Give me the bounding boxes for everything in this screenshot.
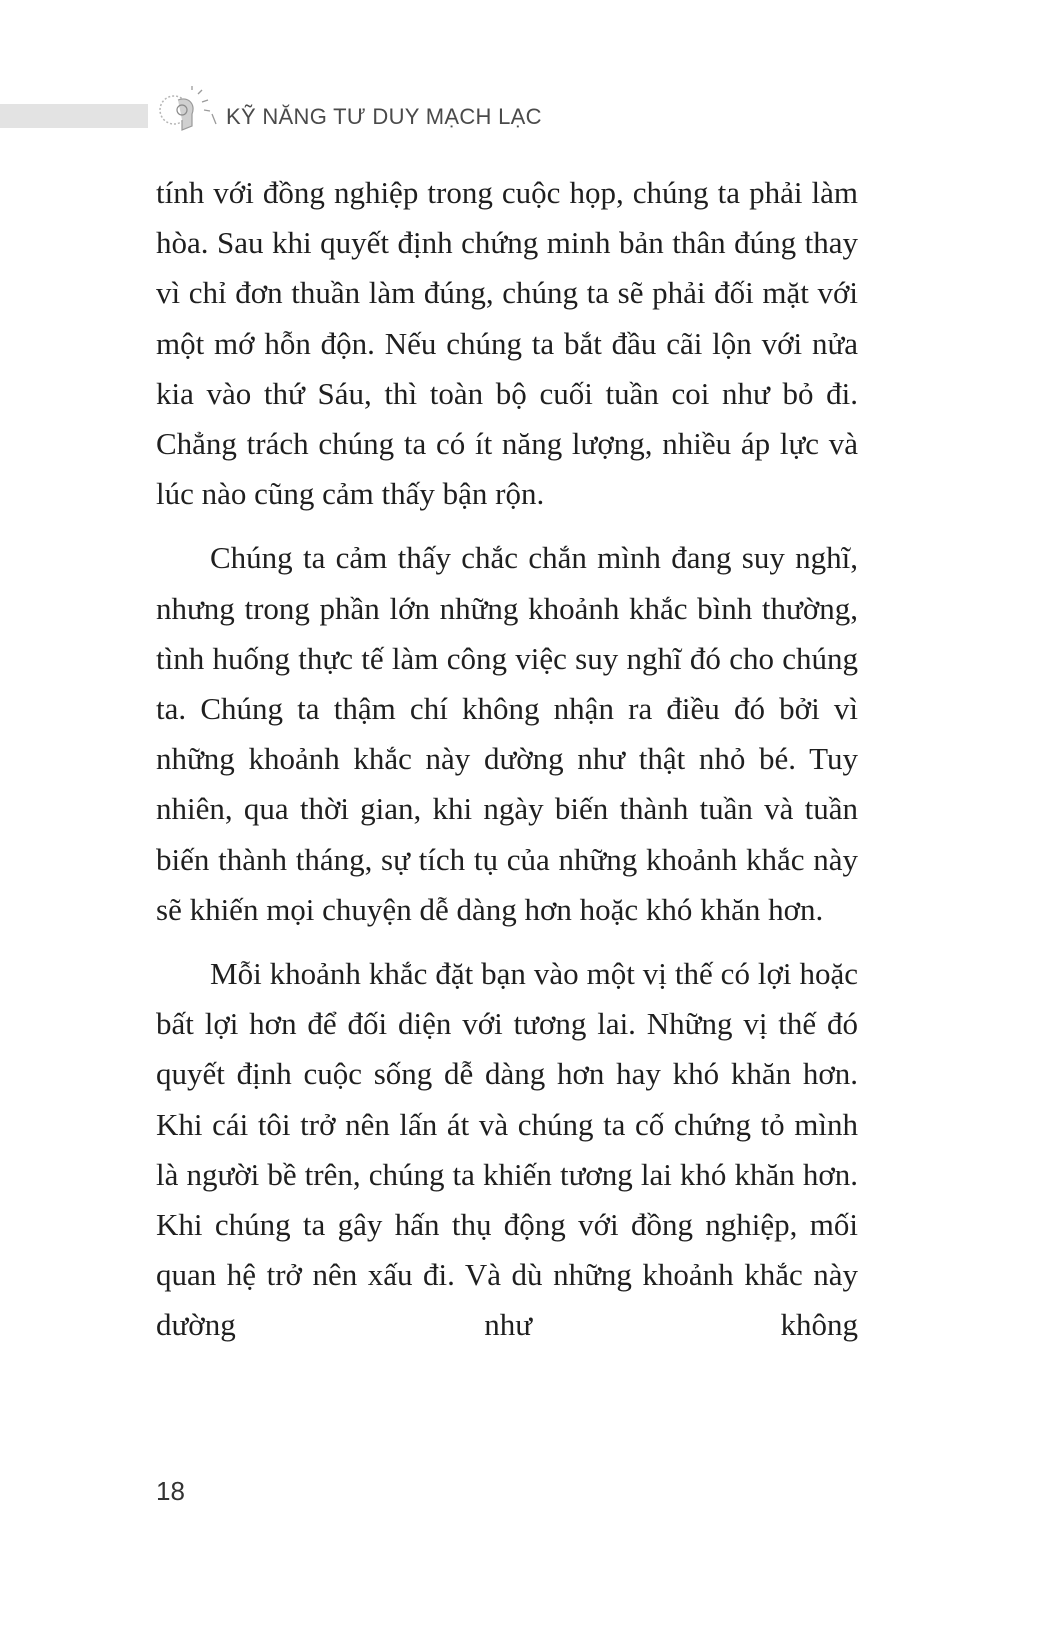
body-text [156, 168, 858, 1365]
header-gray-bar [0, 104, 148, 128]
running-title: KỸ NĂNG TƯ DUY MẠCH LẠC [226, 104, 542, 129]
page-number: 18 [156, 1476, 185, 1506]
paragraph-1: tính với đồng nghiệp trong cuộc họp, chúng ta phải làm hòa. Sau khi quyết định chứng minh bản thân đúng thay vì chỉ đơn thuần làm đúng, chúng ta sẽ phải đối mặt với một mớ hỗn độn. Nếu chúng ta bắt đầu cãi lộn với nửa kia vào thứ Sáu, thì toàn bộ cuối tuần coi như bỏ đi. Chẳng trách chúng ta có ít năng lượng, nhiều áp lực và lúc nào cũng cảm thấy bận rộn. [156, 175, 858, 512]
paragraph-2: Chúng ta cảm thấy chắc chắn mình đang suy nghĩ, nhưng trong phần lớn những khoảnh khắc bình thường, tình huống thực tế làm công việc suy nghĩ đó cho chúng ta. Chúng ta thậm chí không nhận ra điều đó bởi vì những khoảnh khắc này dường như thật nhỏ bé. Tuy nhiên, qua thời gian, khi ngày biến thành tuần và tuần biến thành tháng, sự tích tụ của những khoảnh khắc này sẽ khiến mọi chuyện dễ dàng hơn hoặc khó khăn hơn. [156, 540, 858, 927]
lightbulb-head-icon [152, 86, 218, 142]
paragraph-3: Mỗi khoảnh khắc đặt bạn vào một vị thế có lợi hoặc bất lợi hơn để đối diện với tương lai. Những vị thế đó quyết định cuộc sống dễ dàng hơn hay khó khăn hơn. Khi cái tôi trở nên lấn át và chúng ta cố chứng tỏ mình là người bề trên, chúng ta khiến tương lai khó khăn hơn. Khi chúng ta gây hấn thụ động với đồng nghiệp, mối quan hệ trở nên xấu đi. Và dù những khoảnh khắc này dường như không [156, 956, 858, 1343]
